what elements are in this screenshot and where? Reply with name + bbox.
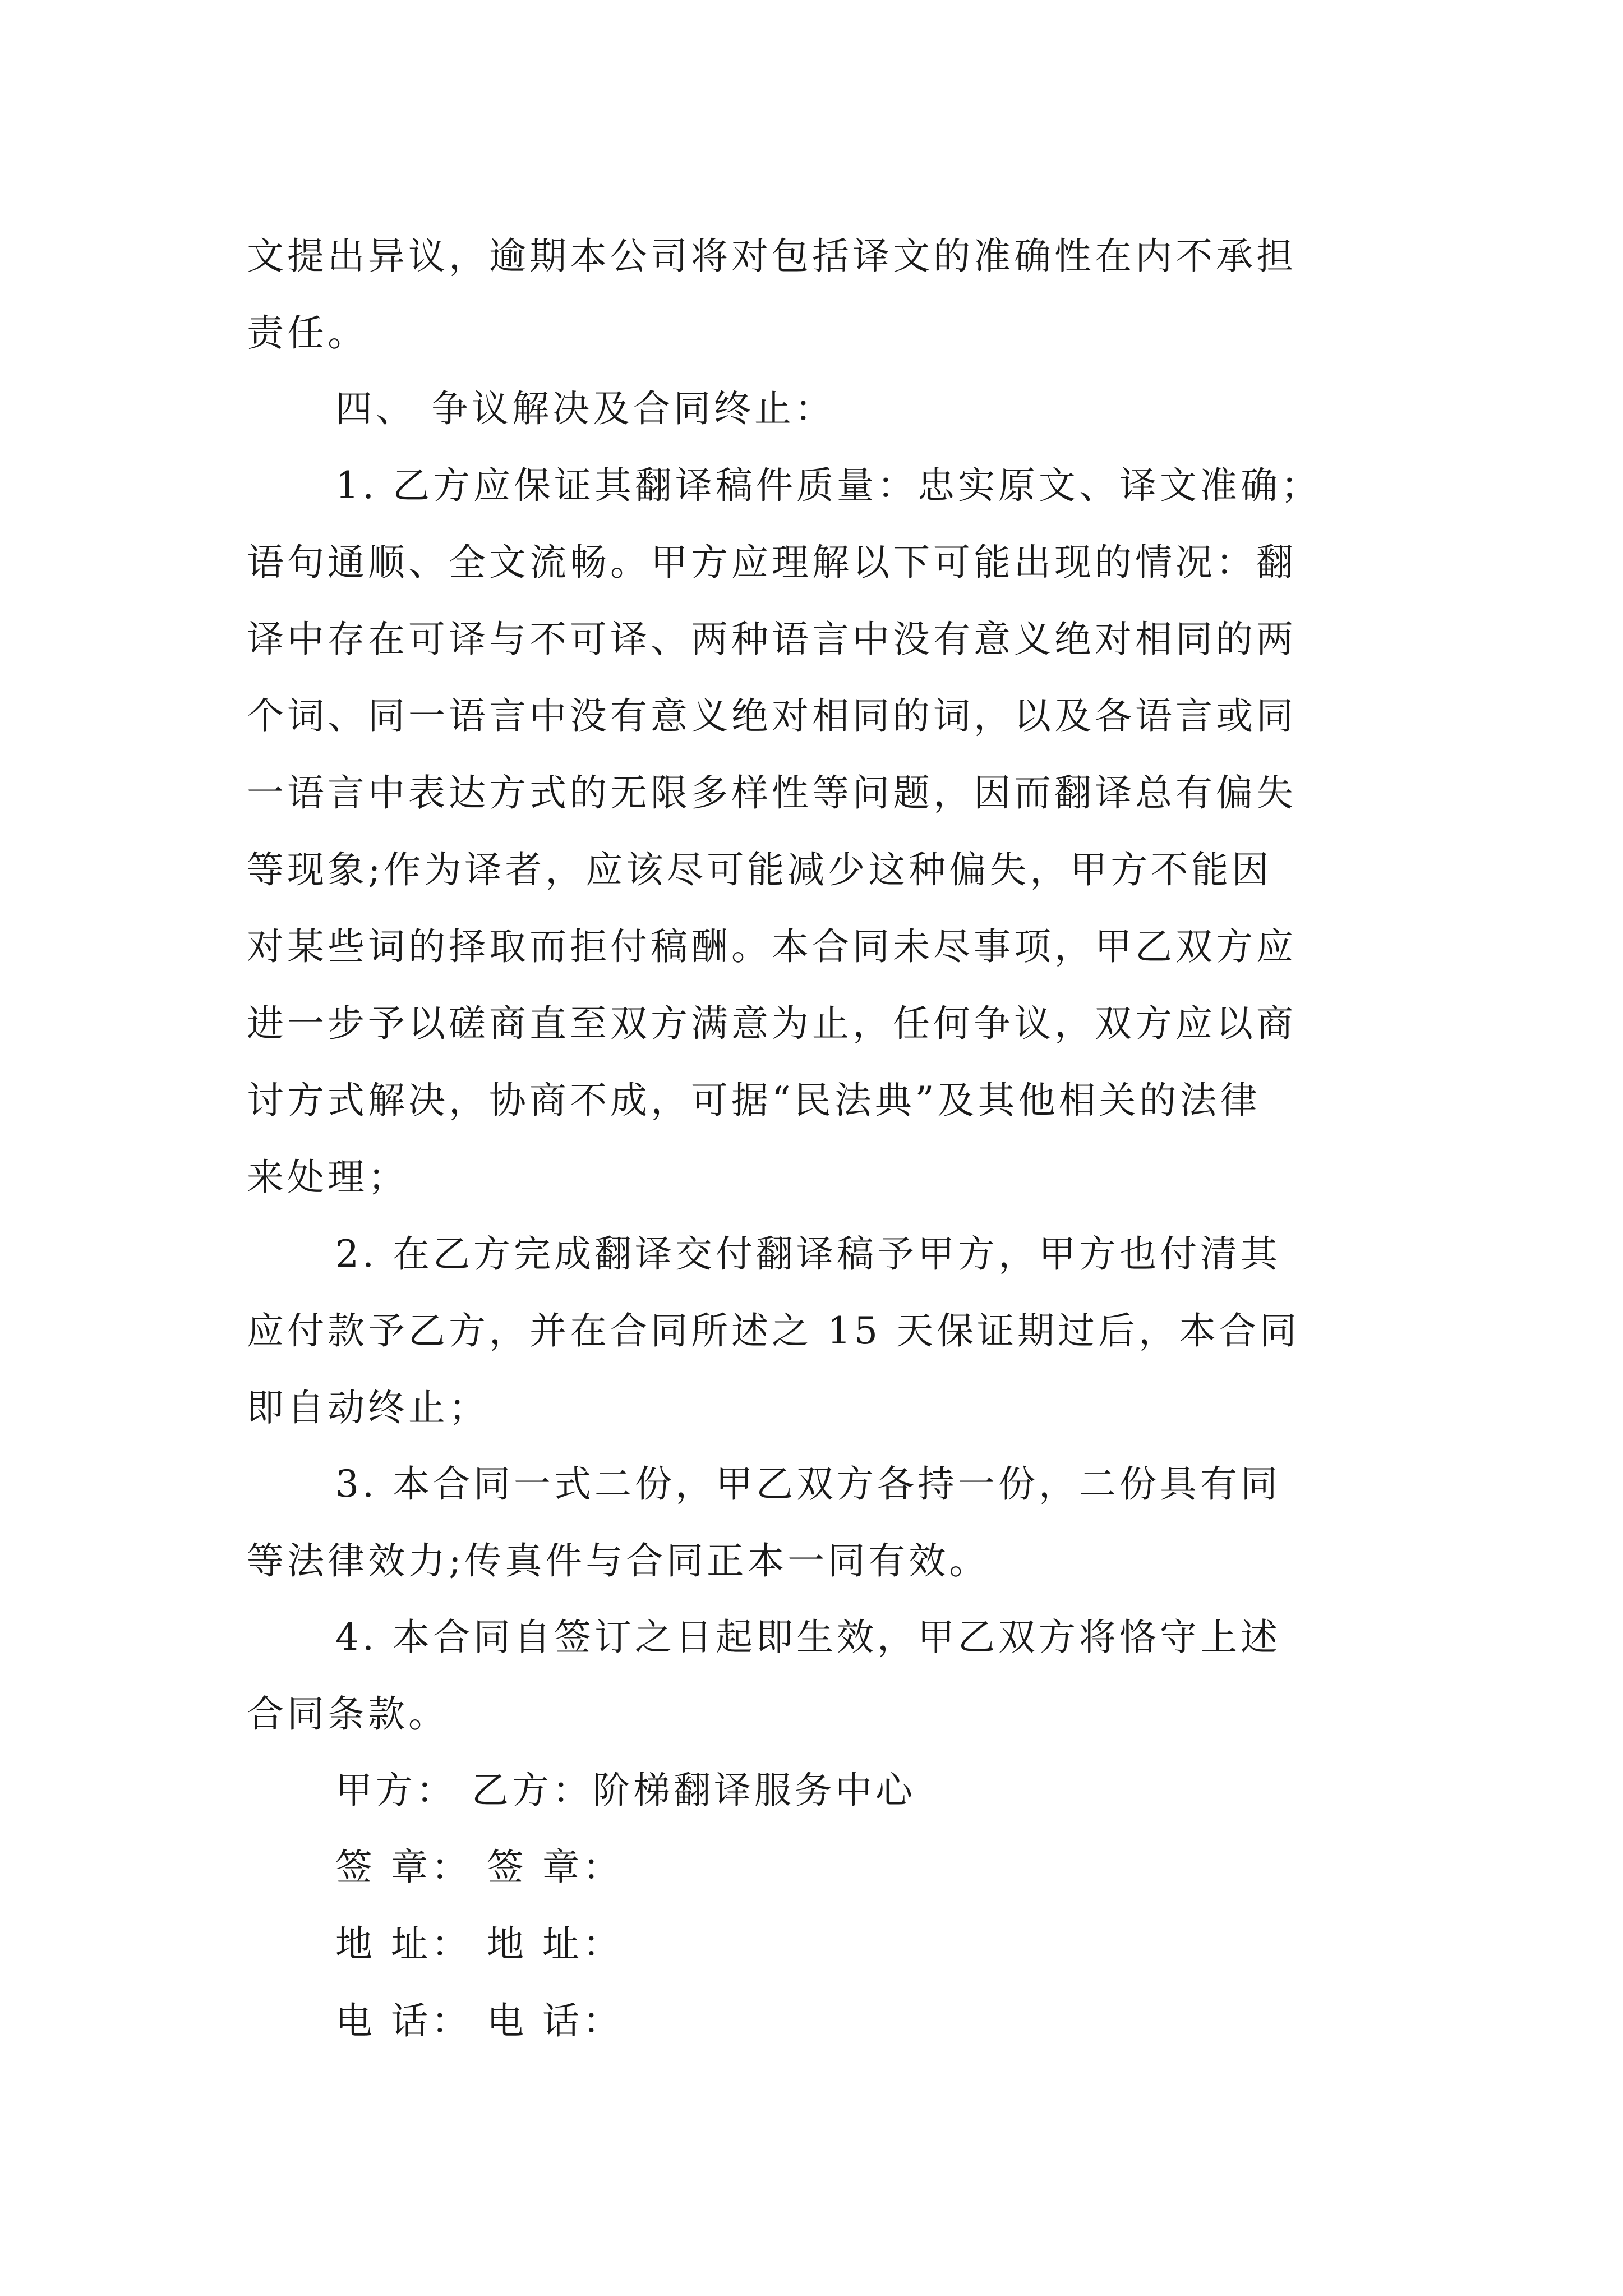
paragraph-line: 一语言中表达方式的无限多样性等问题，因而翻译总有偏失	[247, 771, 1297, 815]
signature-phone: 电 话： 电 话：	[335, 1999, 623, 2042]
paragraph-line: 个词、同一语言中没有意义绝对相同的词，以及各语言或同	[247, 694, 1297, 738]
clause-2-paragraph	[247, 1216, 1391, 1446]
paragraph-line: 语句通顺、全文流畅。甲方应理解以下可能出现的情况：翻	[247, 541, 1297, 584]
signature-address: 地 址： 地 址：	[335, 1922, 623, 1966]
paragraph-line: 译中存在可译与不可译、两种语言中没有意义绝对相同的两	[247, 618, 1297, 661]
paragraph-line: 合同条款。	[247, 1692, 449, 1736]
clause-3-paragraph	[247, 1446, 1391, 1599]
section-heading: 四、 争议解决及合同终止：	[335, 387, 835, 430]
paragraph-line: 即自动终止；	[247, 1386, 489, 1429]
signature-parties: 甲方： 乙方：阶梯翻译服务中心	[335, 1769, 916, 1812]
paragraph-line: 等法律效力;传真件与合同正本一同有效。	[247, 1539, 990, 1582]
paragraph-line: 讨方式解决，协商不成，可据“民法典”及其他相关的法律	[247, 1079, 1261, 1122]
signature-seal: 签 章： 签 章：	[335, 1846, 623, 1889]
paragraph-line: 3. 本合同一式二份，甲乙双方各持一份，二份具有同	[335, 1462, 1281, 1506]
paragraph-line: 责任。	[247, 311, 368, 355]
signature-block	[247, 1752, 1391, 2059]
paragraph-line: 来处理；	[247, 1156, 408, 1199]
continuation-paragraph	[247, 218, 1391, 371]
clause-4-paragraph	[247, 1599, 1391, 1752]
section-four-heading	[247, 370, 1391, 447]
paragraph-line: 2. 在乙方完成翻译交付翻译稿予甲方，甲方也付清其	[335, 1232, 1281, 1276]
paragraph-line: 4. 本合同自签订之日起即生效，甲乙双方将恪守上述	[335, 1616, 1281, 1659]
paragraph-line: 1. 乙方应保证其翻译稿件质量：忠实原文、译文准确；	[335, 464, 1321, 507]
paragraph-line: 文提出异议，逾期本公司将对包括译文的准确性在内不承担	[247, 234, 1297, 278]
paragraph-line: 对某些词的择取而拒付稿酬。本合同未尽事项，甲乙双方应	[247, 925, 1297, 968]
paragraph-line: 应付款予乙方，并在合同所述之 15 天保证期过后，本合同	[247, 1309, 1300, 1352]
paragraph-line: 等现象;作为译者，应该尽可能减少这种偏失，甲方不能因	[247, 848, 1272, 891]
paragraph-line: 进一步予以磋商直至双方满意为止，任何争议，双方应以商	[247, 1002, 1297, 1045]
clause-1-paragraph	[247, 447, 1391, 1216]
